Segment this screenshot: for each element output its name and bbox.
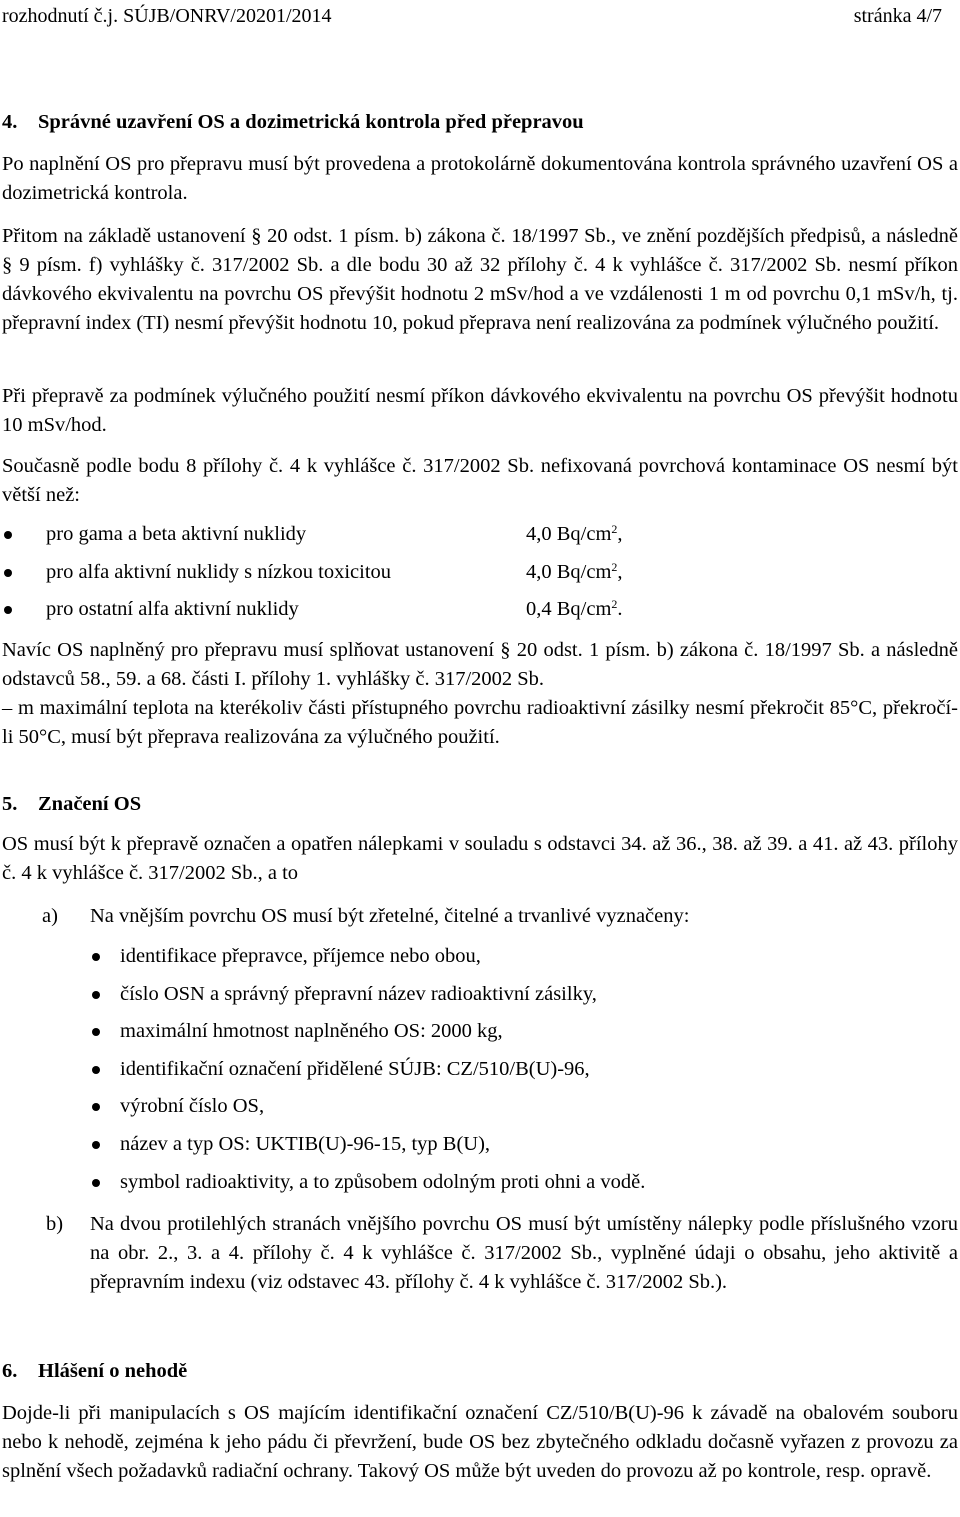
section-6-number: 6. <box>2 1360 18 1382</box>
section-4-paragraph-3: Při přepravě za podmínek výlučného použití nesmí příkon dávkového ekvivalentu na povrchu OS převýšit hodnotu 10 mSv/hod. <box>2 385 958 436</box>
marking-bullet-item: symbol radioaktivity, a to způsobem odolným proti ohni a vodě. <box>92 1164 645 1202</box>
unit-exponent: 2 <box>611 522 618 536</box>
section-4-title: Správné uzavření OS a dozimetrická kontrola před přepravou <box>38 111 584 133</box>
contamination-limit-item <box>4 516 623 554</box>
punctuation: , <box>617 523 623 545</box>
limit-value: 0,4 Bq/cm <box>526 598 612 620</box>
section-4-paragraph-4: Současně podle bodu 8 přílohy č. 4 k vyhlášce č. 317/2002 Sb. nefixovaná povrchová kontaminace OS nesmí být větší než: <box>2 455 958 506</box>
item-a-text: Na vnějším povrchu OS musí být zřetelné, čitelné a trvanlivé vyznačeny: <box>90 905 690 927</box>
nuclide-group: pro gama a beta aktivní nuklidy <box>46 523 307 545</box>
limit-value: 4,0 Bq/cm <box>526 523 612 545</box>
section-5-paragraph-1: OS musí být k přepravě označen a opatřen nálepkami v souladu s odstavci 34. až 36., 38. až 39. a 41. až 43. přílohy č. 4 k vyhlášce č. 317/2002 Sb., a to <box>2 833 958 884</box>
page-header <box>2 2 942 31</box>
section-4-paragraph-1: Po naplnění OS pro přepravu musí být provedena a protokolárně dokumentována kontrola správného uzavření OS a dozimetrická kontrola. <box>2 153 958 204</box>
marking-bullet-list <box>92 938 645 1201</box>
section-5-title: Značení OS <box>38 793 142 815</box>
section-4-paragraph-5a: Navíc OS naplněný pro přepravu musí splňovat ustanovení § 20 odst. 1 písm. b) zákona č. 18/1997 Sb. a následně odstavců 58., 59. a 68. části I. přílohy 1. vyhlášky č. 317/2002 Sb. <box>2 639 958 690</box>
unit-exponent: 2 <box>611 559 618 574</box>
contamination-limit-item <box>4 554 623 592</box>
section-5-heading <box>2 790 141 819</box>
nuclide-group: pro alfa aktivní nuklidy s nízkou toxicitou <box>46 560 392 583</box>
section-6-paragraph-1: Dojde-li při manipulacích s OS majícím identifikační označení CZ/510/B(U)-96 k závadě na obalovém souboru nebo k nehodě, zejména k jeho pádu či převržení, bude OS bez zbytečného odkladu dočasně vyřazen z provozu za splnění všech požadavků radiační ochrany. Takový OS může být uveden do provozu až po kontrole, resp. opravě. <box>2 1402 958 1482</box>
nuclide-group: pro ostatní alfa aktivní nuklidy <box>46 598 299 620</box>
marking-item-a <box>42 902 958 931</box>
unit-exponent: 2 <box>611 597 618 611</box>
punctuation: , <box>617 560 623 583</box>
item-b-label: b) <box>46 1213 64 1235</box>
punctuation: . <box>617 598 623 620</box>
limit-value: 4,0 Bq/cm <box>526 560 612 583</box>
section-6-title: Hlášení o nehodě <box>38 1360 188 1382</box>
marking-bullet-item: identifikační označení přidělené SÚJB: CZ/510/B(U)-96, <box>92 1051 645 1089</box>
marking-bullet-item: identifikace přepravce, příjemce nebo obou, <box>92 938 645 976</box>
marking-bullet-item: číslo OSN a správný přepravní název radioaktivní zásilky, <box>92 976 645 1014</box>
item-b-text: Na dvou protilehlých stranách vnějšího povrchu OS musí být umístěny nálepky podle příslušného vzoru na obr. 2., 3. a 4. přílohy č. 4 k vyhlášce č. 317/2002 Sb., vyplněné údaji o obsahu, jeho aktivitě a přepravním indexu (viz odstavec 43. přílohy č. 4 k vyhlášce č. 317/2002 Sb.). <box>90 1213 958 1293</box>
marking-bullet-item: maximální hmotnost naplněného OS: 2000 kg, <box>92 1013 645 1051</box>
section-4-paragraph-2: Přitom na základě ustanovení § 20 odst. 1 písm. b) zákona č. 18/1997 Sb., ve znění pozdějších předpisů, a následně § 9 písm. f) vyhlášky č. 317/2002 Sb. a dle bodu 30 až 32 přílohy č. 4 k vyhlášce č. 317/2002 Sb. nesmí příkon dávkového ekvivalentu na povrchu OS převýšit hodnotu 2 mSv/hod a ve vzdálenosti 1 m od povrchu 0,1 mSv/h, tj. přepravní index (TI) nesmí převýšit hodnotu 10, pokud přeprava není realizována za podmínek výlučného použití. <box>2 225 958 334</box>
section-5-number: 5. <box>2 793 18 815</box>
decision-reference: rozhodnutí č.j. SÚJB/ONRV/20201/2014 <box>2 5 332 27</box>
item-a-label: a) <box>42 905 58 927</box>
section-4-heading <box>2 108 584 137</box>
contamination-limits-list <box>4 516 623 629</box>
section-4-paragraph-5b: – m maximální teplota na kterékoliv části přístupného povrchu radioaktivní zásilky nesmí překročit 85°C, překročí-li 50°C, musí být přeprava realizována za výlučného použití. <box>2 697 958 748</box>
page-number: stránka 4/7 <box>853 5 942 27</box>
marking-bullet-item: název a typ OS: UKTIB(U)-96-15, typ B(U), <box>92 1126 645 1164</box>
marking-item-b <box>46 1210 958 1297</box>
section-4-number: 4. <box>2 111 18 133</box>
marking-bullet-item: výrobní číslo OS, <box>92 1088 645 1126</box>
contamination-limit-item <box>4 591 623 629</box>
section-6-heading <box>2 1357 187 1386</box>
